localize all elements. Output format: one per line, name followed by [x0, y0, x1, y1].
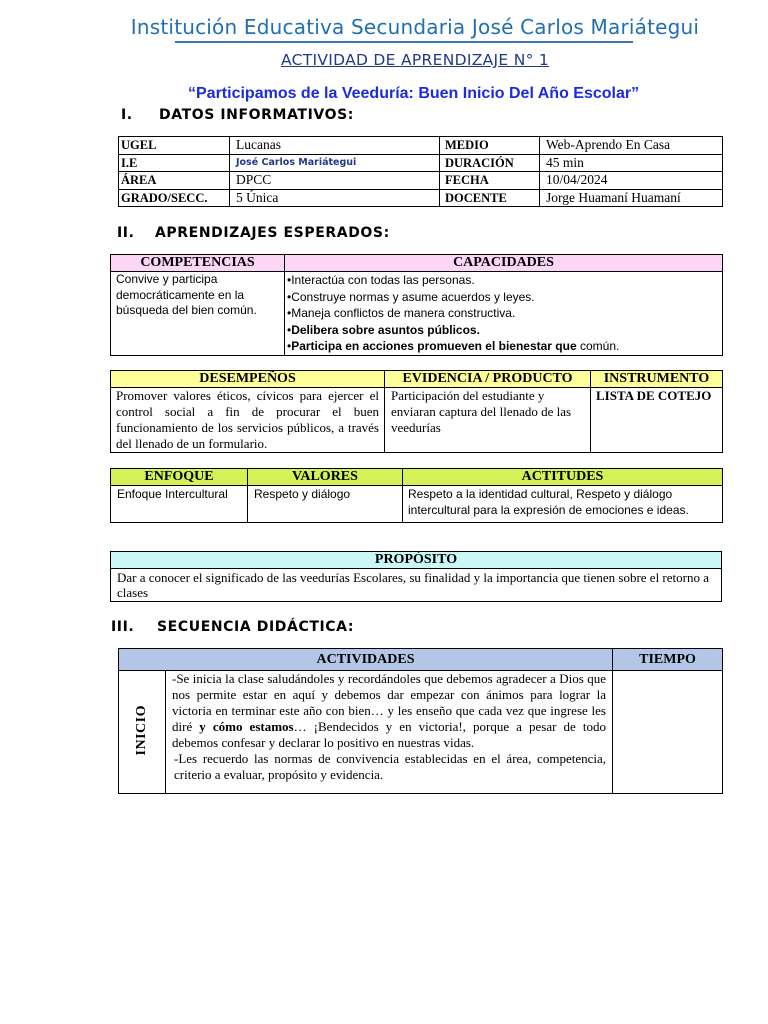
bullet-icon: •	[287, 289, 292, 304]
title-underline	[175, 41, 633, 43]
actividad-text: … ¡Bendecidos y en victoria!, porque a pesar de todo debemos confesar y declarar lo positivo en nuestras vidas.	[172, 719, 606, 750]
actitudes-header: ACTITUDES	[403, 469, 723, 486]
phase-inicio-label: INICIO	[134, 704, 149, 756]
capacidad-item	[287, 322, 720, 339]
capacidad-text: Participa en acciones promueven el bienestar que	[291, 339, 577, 353]
duracion-value: 45 min	[540, 154, 723, 172]
area-value: DPCC	[230, 172, 440, 190]
section-1-title: DATOS INFORMATIVOS:	[159, 107, 354, 123]
datos-table	[118, 136, 723, 207]
enfoque-text: Enfoque Intercultural	[111, 486, 248, 523]
capacidad-item	[287, 289, 720, 306]
actividades-header: ACTIVIDADES	[119, 649, 613, 671]
instrumento-text: LISTA DE COTEJO	[591, 388, 723, 453]
capacidades-header: CAPACIDADES	[285, 255, 723, 272]
competencias-table	[110, 254, 723, 356]
capacidad-item	[287, 305, 720, 322]
enfoque-table	[110, 468, 723, 523]
valores-header: VALORES	[248, 469, 403, 486]
capacidad-text: Delibera sobre asuntos públicos.	[291, 322, 480, 337]
tiempo-cell	[613, 671, 723, 794]
section-1-number: I.	[121, 107, 133, 123]
ugel-label: UGEL	[119, 137, 230, 155]
docente-value: Jorge Huamaní Huamaní	[540, 189, 723, 207]
capacidad-item	[287, 272, 720, 289]
activity-title: ACTIVIDAD DE APRENDIZAJE N° 1	[280, 51, 550, 69]
section-3-title: SECUENCIA DIDÁCTICA:	[157, 619, 355, 635]
section-2-title: APRENDIZAJES ESPERADOS:	[155, 225, 390, 241]
proposito-table	[110, 551, 722, 602]
capacidad-item	[287, 338, 720, 355]
desempenos-header: DESEMPEÑOS	[111, 371, 385, 388]
section-3-number: III.	[111, 619, 135, 635]
medio-value: Web-Aprendo En Casa	[540, 137, 723, 155]
instrumento-header: INSTRUMENTO	[591, 371, 723, 388]
tiempo-header: TIEMPO	[613, 649, 723, 671]
capacidad-text-end: común.	[576, 339, 620, 353]
datos-row	[119, 172, 723, 190]
datos-row	[119, 154, 723, 172]
activity-theme: “Participamos de la Veeduría: Buen Inicio Del Año Escolar”	[188, 85, 640, 102]
competencias-header: COMPETENCIAS	[111, 255, 285, 272]
bullet-icon: •	[287, 339, 292, 353]
docente-label: DOCENTE	[440, 189, 540, 207]
enfoque-header: ENFOQUE	[111, 469, 248, 486]
section-2-number: II.	[117, 225, 135, 241]
desempenos-table	[110, 370, 723, 453]
section-1-heading	[121, 107, 354, 123]
section-2-heading	[117, 225, 390, 241]
actividades-text	[166, 671, 613, 794]
valores-text: Respeto y diálogo	[248, 486, 403, 523]
proposito-header: PROPÓSITO	[111, 552, 722, 569]
actividad-bold-text: y cómo estamos	[199, 719, 294, 734]
datos-row	[119, 189, 723, 207]
proposito-text: Dar a conocer el significado de las veedurías Escolares, su finalidad y la importancia que tienen sobre el retorno a clases	[111, 569, 722, 602]
grado-value: 5 Única	[230, 189, 440, 207]
grado-label: GRADO/SECC.	[119, 189, 230, 207]
bullet-icon: •	[287, 306, 292, 320]
actividad-paragraph	[172, 671, 606, 751]
bullet-icon: •	[287, 273, 292, 287]
capacidades-list	[285, 272, 723, 356]
duracion-label: DURACIÓN	[440, 154, 540, 172]
datos-row	[119, 137, 723, 155]
actividad-text: -Se inicia la clase saludándoles y recordándoles que debemos agradecer a Dios que nos permite estar en aquí y debemos dar empezar con ánimos para lograr la victoria en terminar este año con bien… y les enseño que cada vez que ingrese les diré	[172, 671, 606, 734]
ie-value: José Carlos Mariátegui	[230, 154, 440, 172]
actitudes-text: Respeto a la identidad cultural, Respeto y diálogo intercultural para la expresión de emociones e ideas.	[403, 486, 723, 523]
capacidad-text: Interactúa con todas las personas.	[291, 273, 475, 287]
secuencia-table	[118, 648, 723, 794]
medio-label: MEDIO	[440, 137, 540, 155]
institution-title: Institución Educativa Secundaria José Carlos Mariátegui	[130, 15, 700, 39]
bullet-icon: •	[287, 322, 292, 337]
section-3-heading	[111, 619, 354, 635]
phase-cell	[119, 671, 166, 794]
desempeno-text: Promover valores éticos, cívicos para ejercer el control social a fin de procurar el buen funcionamiento de los servicios públicos, a través del llenado de un formulario.	[111, 388, 385, 453]
evidencia-header: EVIDENCIA / PRODUCTO	[385, 371, 591, 388]
actividad-paragraph: -Les recuerdo las normas de convivencia establecidas en el área, competencia, criterio a evaluar, propósito y evidencia.	[174, 751, 606, 782]
area-label: ÁREA	[119, 172, 230, 190]
ugel-value: Lucanas	[230, 137, 440, 155]
ie-label: I.E	[119, 154, 230, 172]
capacidad-text: Construye normas y asume acuerdos y leyes.	[291, 289, 535, 304]
fecha-label: FECHA	[440, 172, 540, 190]
fecha-value: 10/04/2024	[540, 172, 723, 190]
competencia-text: Convive y participa democráticamente en la búsqueda del bien común.	[111, 272, 285, 356]
capacidad-text: Maneja conflictos de manera constructiva.	[291, 306, 516, 320]
evidencia-text: Participación del estudiante y enviaran captura del llenado de las veedurías	[385, 388, 591, 453]
